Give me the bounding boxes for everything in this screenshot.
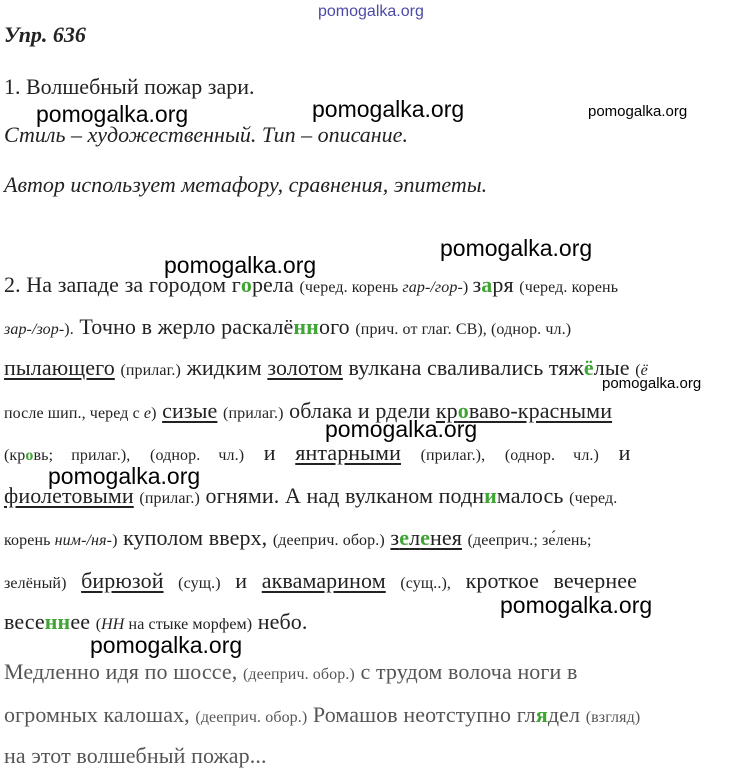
text-line-3 [4,355,648,381]
text: 2. На западе за городом г [4,272,241,297]
note: (однор. чл.) [150,447,245,464]
note: е [143,405,152,422]
note: корень [4,532,55,549]
text: куполом вверх, [123,525,268,550]
text: огромных калошах, [4,702,190,727]
watermark: pomogalka.org [312,96,465,122]
highlight: и [484,483,497,508]
note: (сущ..), [400,575,452,592]
text: жидким [186,355,262,380]
highlight: а [481,272,493,297]
text-line-1 [4,272,618,298]
note: (прилаг.) [120,362,181,379]
note: ) [151,405,157,422]
note: (прилаг.) [139,490,200,507]
note: гар-/гор- [402,279,463,296]
note: (кр [4,447,26,464]
watermark: pomogalka.org [318,3,424,20]
note: (прич. от глаг. СВ), (однор. чл.) [355,321,572,338]
note: на стыке морфем) [124,616,253,633]
note: (сущ.) [178,575,221,592]
text: вулкана сваливались тяж [348,355,584,380]
text: рела [251,272,300,297]
note: (дееприч.; зе́лень; [467,532,592,549]
watermark: pomogalka.org [164,252,317,278]
text: на этот волшебный пожар... [4,743,267,768]
text-line-11 [4,702,640,728]
text: с трудом волоча ноги в [360,659,578,684]
text: лые [593,355,630,380]
text: фиолетовыми [4,483,134,508]
watermark: pomogalka.org [602,375,702,392]
note: зар-/зор- [4,321,65,338]
author-line: Автор использует метафору, сравнения, эпитеты. [4,172,488,197]
text: облака и рдели [289,398,431,423]
text: з [472,272,482,297]
text: ваво-красными [468,398,613,423]
text-line-8 [4,568,637,594]
note: ним-/ня- [54,532,113,549]
text: Точно в жерло раскалё [73,314,294,339]
highlight: о [240,272,252,297]
highlight: нн [293,314,319,339]
note: ) [462,279,473,296]
text: кр [435,398,458,423]
text: весе [4,609,45,634]
highlight: о [457,398,469,423]
exercise-title: Упр. 636 [4,22,86,47]
text: ого [318,314,356,339]
note: ). [64,321,74,338]
note: (черед. корень [299,279,403,296]
text: огнями. А над вулканом подн [205,483,485,508]
note: (прилаг.), [420,447,486,464]
text-line-12 [4,743,267,769]
note: (дееприч. обор.) [195,709,308,726]
highlight: о [25,447,34,464]
note: (взгляд) [585,709,641,726]
watermark: pomogalka.org [325,416,478,442]
text: аквамарином [261,568,386,593]
section-heading: 1. Волшебный пожар зари. [4,74,255,99]
note: вь; прилаг.), [33,447,131,464]
note: ( [95,616,102,633]
text: ря [492,272,520,297]
note: ё [640,362,648,379]
highlight: е [399,525,410,550]
text: и [235,568,248,593]
note: ( [635,362,641,379]
note: (однор. чл.) [504,447,599,464]
highlight: ё [583,355,594,380]
highlight: я [535,702,548,727]
watermark: pomogalka.org [90,632,243,658]
text: сизые [162,398,218,423]
watermark: pomogalka.org [48,463,201,489]
text: янтарными [295,440,401,465]
note: ) [112,532,118,549]
text-line-5 [4,440,630,466]
text: пылающего [4,355,115,380]
note: (черед. корень [519,279,619,296]
text [436,398,612,423]
note: (черед. [569,490,618,507]
note: (прилаг.) [223,405,284,422]
text: л [409,525,421,550]
text: малось [496,483,564,508]
text: кроткое вечернее [465,568,637,593]
text: и [263,440,276,465]
text-line-7 [4,525,592,551]
text: и [618,440,631,465]
text: бирюзой [81,568,164,593]
text-line-9 [4,609,308,635]
highlight: нн [44,609,71,634]
text: небо. [252,609,308,634]
text: ее [70,609,96,634]
note [4,447,130,464]
text-line-2 [4,314,571,340]
note: зелёный) [4,575,67,592]
text: золотом [267,355,343,380]
watermark: pomogalka.org [440,235,593,261]
watermark: pomogalka.org [500,592,653,618]
highlight: е [420,525,431,550]
text-line-10 [4,659,578,685]
note: после шип., черед с [4,405,144,422]
note: (дееприч. обор.) [242,666,355,683]
watermark: pomogalka.org [36,101,189,127]
text: Ромашов неотступно гл [312,702,536,727]
note: (дееприч. обор.) [272,532,385,549]
text: Медленно идя по шоссе, [4,659,238,684]
text: нея [430,525,463,550]
text-line-6 [4,483,617,509]
note: НН [101,616,125,633]
text-line-4 [4,398,612,424]
text: з [390,525,400,550]
watermark: pomogalka.org [588,103,688,120]
text [390,525,462,550]
text: дел [547,702,581,727]
style-line: Стиль – художественный. Тип – описание. [4,122,408,147]
